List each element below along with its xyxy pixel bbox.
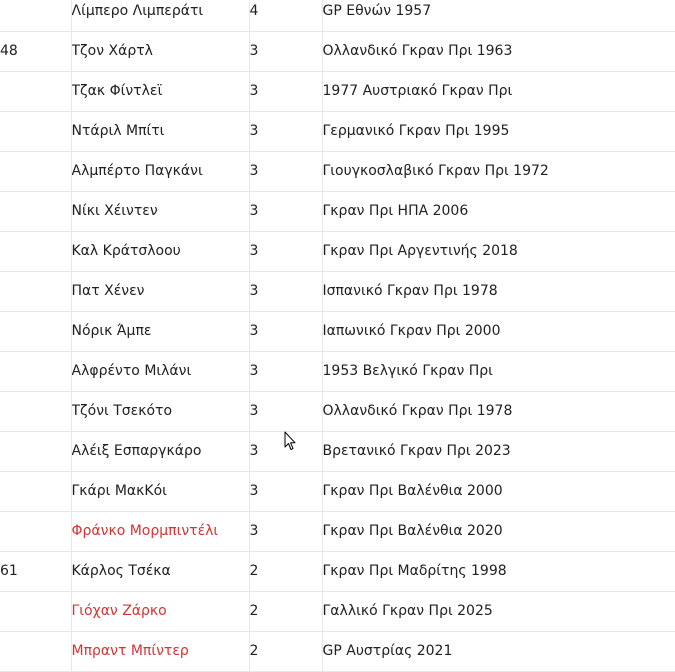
rider-cell xyxy=(71,31,249,71)
table-row xyxy=(0,191,675,231)
rider-cell xyxy=(71,311,249,351)
race-link[interactable]: Γκραν Πρι ΗΠΑ 2006 xyxy=(322,203,469,219)
rider-link[interactable]: Τζακ Φίντλεϊ xyxy=(71,83,163,99)
table-row xyxy=(0,511,675,551)
wins-cell: 3 xyxy=(249,351,322,391)
wins-cell: 3 xyxy=(249,511,322,551)
wins-cell: 3 xyxy=(249,151,322,191)
table-row xyxy=(0,591,675,631)
first-win-cell xyxy=(322,431,675,471)
rider-redlink[interactable]: Μπραντ Μπίντερ xyxy=(71,643,189,659)
rider-link[interactable]: Τζόνι Τσεκότο xyxy=(71,403,173,419)
race-link[interactable]: Ιαπωνικό Γκραν Πρι 2000 xyxy=(322,323,501,339)
wins-cell: 3 xyxy=(249,311,322,351)
rider-cell xyxy=(71,351,249,391)
rider-cell xyxy=(71,111,249,151)
rank-cell: 61 xyxy=(0,551,71,591)
rider-cell xyxy=(71,271,249,311)
race-link[interactable]: Γκραν Πρι Βαλένθια 2000 xyxy=(322,483,503,499)
table-row xyxy=(0,351,675,391)
rank-cell xyxy=(0,0,71,31)
rank-cell xyxy=(0,631,71,671)
race-link[interactable]: Γκραν Πρι Αργεντινής 2018 xyxy=(322,243,518,259)
rider-link[interactable]: Κάρλος Τσέκα xyxy=(71,563,171,579)
table-row xyxy=(0,231,675,271)
wins-cell: 2 xyxy=(249,591,322,631)
rank-cell xyxy=(0,71,71,111)
rider-cell xyxy=(71,151,249,191)
rider-link[interactable]: Νόρικ Άμπε xyxy=(71,323,152,339)
race-link[interactable]: Βρετανικό Γκραν Πρι 2023 xyxy=(322,443,511,459)
wins-cell: 3 xyxy=(249,191,322,231)
rider-link[interactable]: Νίκι Χέιντεν xyxy=(71,203,158,219)
wins-cell: 3 xyxy=(249,271,322,311)
first-win-cell xyxy=(322,0,675,31)
table-row xyxy=(0,0,675,31)
race-link[interactable]: Γιουγκοσλαβικό Γκραν Πρι 1972 xyxy=(322,163,549,179)
rider-link[interactable]: Καλ Κράτσλοου xyxy=(71,243,181,259)
rank-cell xyxy=(0,431,71,471)
rider-link[interactable]: Γκάρι ΜακΚόι xyxy=(71,483,167,499)
first-win-cell xyxy=(322,551,675,591)
rider-cell xyxy=(71,391,249,431)
rank-cell xyxy=(0,231,71,271)
rider-redlink[interactable]: Γιόχαν Ζάρκο xyxy=(71,603,167,619)
table-row xyxy=(0,311,675,351)
wins-cell: 3 xyxy=(249,471,322,511)
rider-cell xyxy=(71,191,249,231)
rider-cell xyxy=(71,0,249,31)
wins-cell: 2 xyxy=(249,631,322,671)
rider-cell xyxy=(71,431,249,471)
first-win-cell xyxy=(322,351,675,391)
table-row xyxy=(0,551,675,591)
table-row xyxy=(0,631,675,671)
rider-link[interactable]: Πατ Χένεν xyxy=(71,283,145,299)
race-link[interactable]: 1953 Βελγικό Γκραν Πρι xyxy=(322,363,493,379)
first-win-cell xyxy=(322,111,675,151)
rider-cell xyxy=(71,511,249,551)
wins-cell: 3 xyxy=(249,71,322,111)
rider-link[interactable]: Ντάριλ Μπίτι xyxy=(71,123,165,139)
rank-cell xyxy=(0,271,71,311)
table-row xyxy=(0,391,675,431)
race-link[interactable]: Γαλλικό Γκραν Πρι 2025 xyxy=(322,603,493,619)
table-row xyxy=(0,111,675,151)
rider-cell xyxy=(71,591,249,631)
rider-cell xyxy=(71,631,249,671)
table-row xyxy=(0,471,675,511)
rider-cell xyxy=(71,551,249,591)
wins-cell: 3 xyxy=(249,391,322,431)
first-win-cell xyxy=(322,391,675,431)
rank-cell xyxy=(0,111,71,151)
first-win-cell xyxy=(322,271,675,311)
rank-cell xyxy=(0,191,71,231)
table-row xyxy=(0,271,675,311)
rider-cell xyxy=(71,71,249,111)
first-win-cell xyxy=(322,71,675,111)
wins-cell: 3 xyxy=(249,31,322,71)
first-win-cell xyxy=(322,231,675,271)
table-row xyxy=(0,71,675,111)
rank-cell xyxy=(0,591,71,631)
wins-cell: 3 xyxy=(249,231,322,271)
first-win-cell xyxy=(322,191,675,231)
rider-link[interactable]: Αλμπέρτο Παγκάνι xyxy=(71,163,203,179)
rider-link[interactable]: Αλφρέντο Μιλάνι xyxy=(71,363,192,379)
race-link[interactable]: Γκραν Πρι Βαλένθια 2020 xyxy=(322,523,503,539)
race-link[interactable]: Ολλανδικό Γκραν Πρι 1978 xyxy=(322,403,513,419)
rider-link[interactable]: Αλέιξ Εσπαργκάρο xyxy=(71,443,202,459)
race-link[interactable]: Ολλανδικό Γκραν Πρι 1963 xyxy=(322,43,513,59)
race-link[interactable]: Γερμανικό Γκραν Πρι 1995 xyxy=(322,123,510,139)
first-win-cell xyxy=(322,511,675,551)
mouse-pointer-icon xyxy=(284,431,296,451)
rider-cell xyxy=(71,231,249,271)
rank-cell xyxy=(0,471,71,511)
wins-cell: 3 xyxy=(249,111,322,151)
first-win-cell xyxy=(322,591,675,631)
race-link[interactable]: GP Αυστρίας 2021 xyxy=(322,643,453,659)
first-win-cell xyxy=(322,471,675,511)
rank-cell xyxy=(0,311,71,351)
rank-cell: 48 xyxy=(0,31,71,71)
rank-cell xyxy=(0,391,71,431)
rider-redlink[interactable]: Φράνκο Μορμπιντέλι xyxy=(71,523,219,539)
race-link[interactable]: 1977 Αυστριακό Γκραν Πρι xyxy=(322,83,513,99)
rider-link[interactable]: Τζον Χάρτλ xyxy=(71,43,153,59)
table-row xyxy=(0,31,675,71)
table-row xyxy=(0,151,675,191)
rank-cell xyxy=(0,351,71,391)
race-link[interactable]: Ισπανικό Γκραν Πρι 1978 xyxy=(322,283,498,299)
rider-cell xyxy=(71,471,249,511)
wins-cell: 2 xyxy=(249,551,322,591)
first-win-cell xyxy=(322,151,675,191)
table-row xyxy=(0,431,675,471)
rank-cell xyxy=(0,511,71,551)
wins-cell: 4 xyxy=(249,0,322,31)
first-win-cell xyxy=(322,311,675,351)
race-link[interactable]: Γκραν Πρι Μαδρίτης 1998 xyxy=(322,563,507,579)
rank-cell xyxy=(0,151,71,191)
race-link[interactable]: GP Εθνών 1957 xyxy=(322,2,432,19)
first-win-cell xyxy=(322,31,675,71)
first-win-cell xyxy=(322,631,675,671)
rider-link[interactable]: Λίμπερο Λιμπεράτι xyxy=(71,2,204,19)
wins-cell: 3 xyxy=(249,431,322,471)
